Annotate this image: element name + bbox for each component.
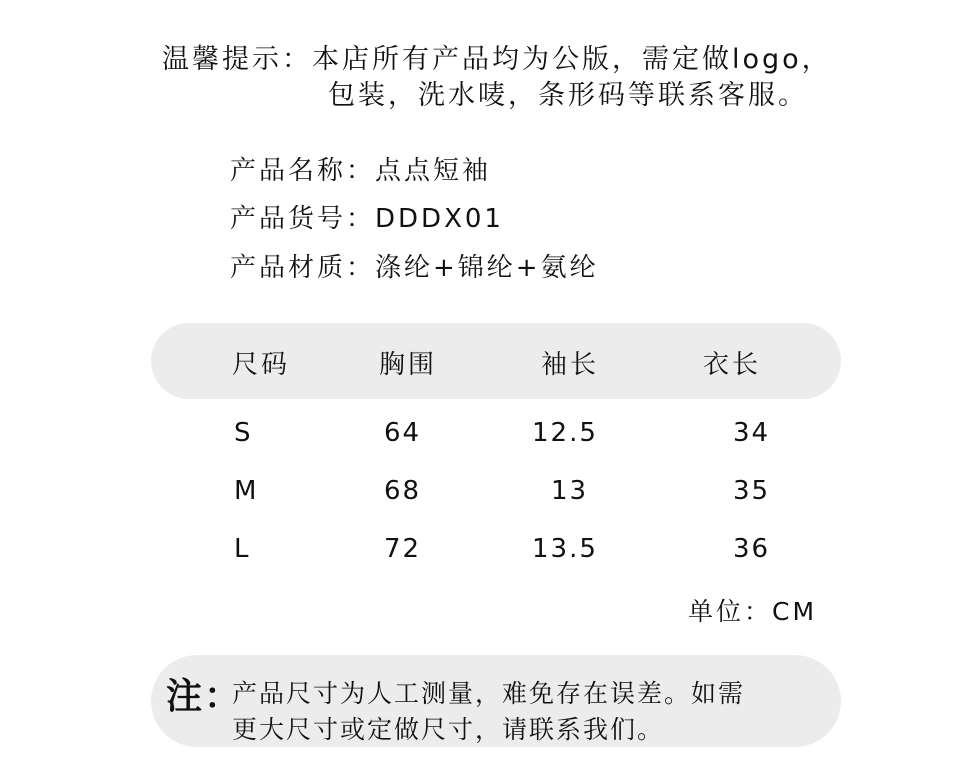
product-name-label: 产品名称：: [230, 156, 376, 186]
note-mark: 注：: [166, 676, 243, 717]
table-cell-length-l: 36: [733, 534, 771, 564]
product-name-row: [230, 154, 491, 188]
table-cell-length-s: 34: [733, 418, 771, 448]
table-cell-size-s: S: [234, 418, 253, 448]
table-cell-chest-m: 68: [384, 476, 422, 506]
table-cell-sleeve-l: 13.5: [532, 534, 598, 564]
note-line-1: 产品尺寸为人工测量，难免存在误差。如需: [232, 679, 746, 708]
table-cell-size-m: M: [234, 476, 259, 506]
product-material-row: [230, 251, 599, 285]
size-header: 尺码: [232, 350, 291, 380]
notice-line-1: 温馨提示：本店所有产品均为公版，需定做logo，: [162, 44, 832, 75]
product-code-label: 产品货号：: [230, 204, 376, 234]
table-cell-chest-s: 64: [384, 418, 422, 448]
product-code-value: DDDX01: [375, 204, 504, 234]
product-material-label: 产品材质：: [230, 253, 376, 283]
unit-label: 单位：CM: [688, 597, 818, 626]
chest-header: 胸围: [379, 350, 438, 380]
table-cell-size-l: L: [234, 534, 251, 564]
notice-line-2: 包装，洗水唛，条形码等联系客服。: [328, 80, 808, 111]
note-line-2: 更大尺寸或定做尺寸，请联系我们。: [232, 715, 665, 744]
table-cell-length-m: 35: [733, 476, 771, 506]
product-code-row: [230, 202, 504, 236]
product-name-value: 点点短袖: [375, 156, 492, 186]
table-cell-sleeve-s: 12.5: [532, 418, 598, 448]
table-cell-chest-l: 72: [384, 534, 422, 564]
notice-text: [162, 42, 862, 114]
note-text: [232, 676, 842, 748]
length-header: 衣长: [703, 350, 762, 380]
sleeve-header: 袖长: [541, 350, 600, 380]
table-cell-sleeve-m: 13: [551, 476, 589, 506]
product-material-value: 涤纶+锦纶+氨纶: [375, 253, 599, 283]
